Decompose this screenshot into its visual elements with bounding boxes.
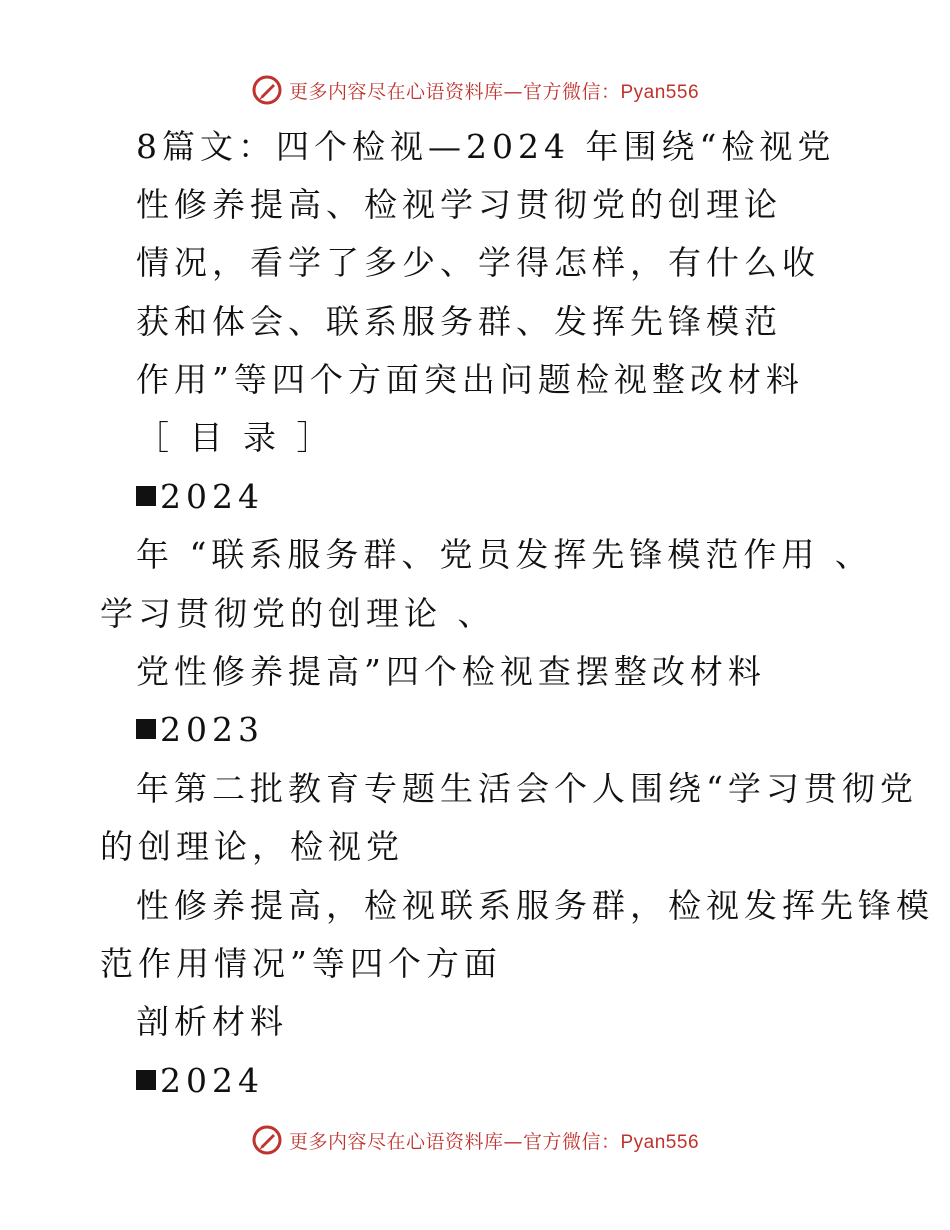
toc-year: 2024 — [160, 1061, 264, 1100]
banner-text — [289, 77, 699, 104]
banner-handle: Pyan556 — [620, 1131, 700, 1153]
title-line-1: 8篇文：四个检视—2024 年围绕“检视党 — [136, 127, 836, 166]
banner-main-text: 更多内容尽在心语资料库 — [288, 1130, 504, 1153]
square-bullet-icon — [136, 1070, 156, 1090]
toc-item-2-line-4: 范作用情况”等四个方面 — [100, 944, 502, 983]
banner-text — [289, 1127, 699, 1154]
toc-item-1-line-2: 学习贯彻党的创理论 、 — [100, 594, 496, 633]
toc-item-2-line-2: 的创理论，检视党 — [100, 827, 404, 866]
title-line-3: 情况，看学了多少、学得怎样，有什么收 — [136, 243, 820, 282]
footer-banner — [0, 1120, 950, 1160]
banner-dash: — — [503, 1130, 523, 1153]
banner-official-label: 官方微信： — [522, 1130, 621, 1153]
toc-item-1-line-1: 年 “联系服务群、党员发挥先锋模范作用 、 — [136, 535, 873, 574]
square-bullet-icon — [136, 719, 156, 739]
toc-item-2-line-3: 性修养提高，检视联系服务群，检视发挥先锋模 — [136, 886, 934, 925]
pen-logo-icon — [251, 74, 283, 106]
banner-handle: Pyan556 — [620, 81, 700, 103]
title-line-4: 获和体会、联系服务群、发挥先锋模范 — [136, 302, 782, 341]
banner-dash: — — [503, 80, 523, 103]
header-banner — [0, 70, 950, 110]
toc-item-1-line-3: 党性修养提高”四个检视查摆整改材料 — [136, 652, 766, 691]
toc-heading: ［ 目 录 ］ — [136, 418, 335, 457]
toc-item-2-line-1: 年第二批教育专题生活会个人围绕“学习贯彻党 — [136, 769, 918, 808]
pen-logo-icon — [251, 1124, 283, 1156]
toc-year: 2024 — [160, 477, 264, 516]
square-bullet-icon — [136, 486, 156, 506]
title-line-2: 性修养提高、检视学习贯彻党的创理论 — [136, 185, 782, 224]
banner-main-text: 更多内容尽在心语资料库 — [288, 80, 504, 103]
toc-item-year-2 — [136, 710, 264, 749]
toc-item-year-1 — [136, 477, 264, 516]
toc-item-2-line-5: 剖析材料 — [136, 1002, 288, 1041]
toc-item-year-3 — [136, 1061, 264, 1100]
banner-official-label: 官方微信： — [522, 80, 621, 103]
title-line-5: 作用”等四个方面突出问题检视整改材料 — [136, 360, 804, 399]
toc-year: 2023 — [160, 710, 264, 749]
